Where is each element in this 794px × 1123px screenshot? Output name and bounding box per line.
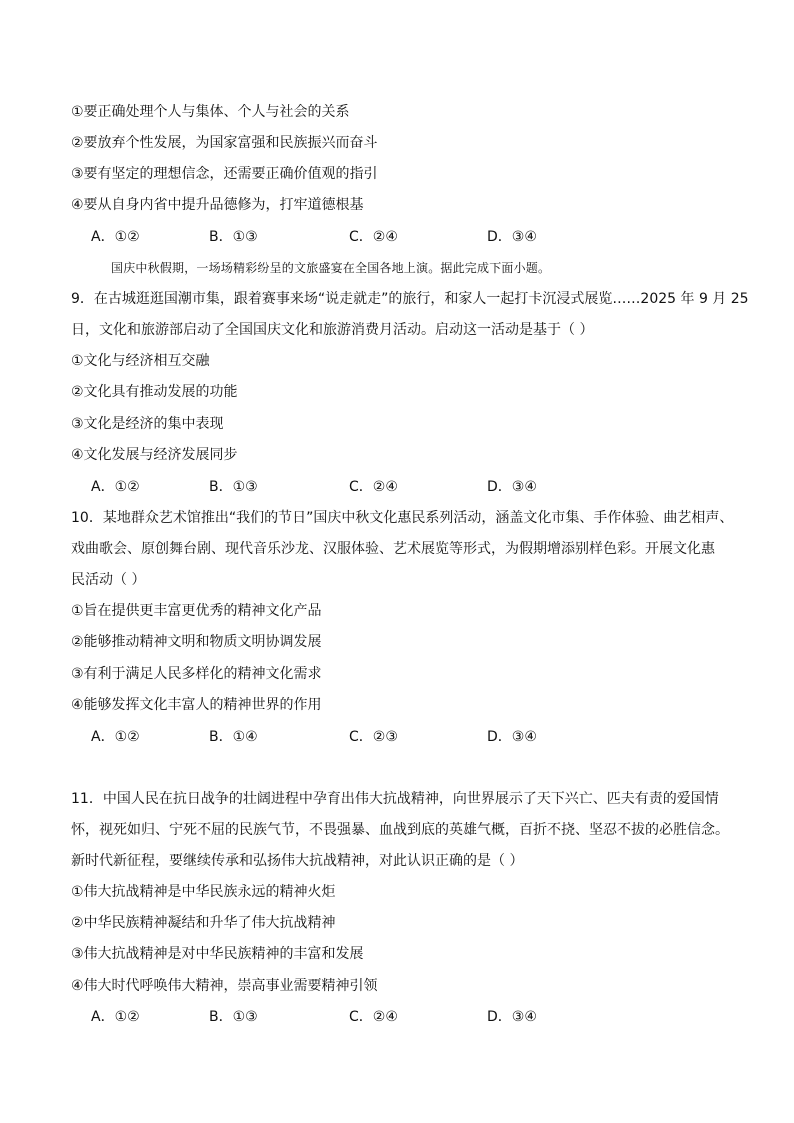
q9-option-c: C．②④ [349,479,398,495]
q10-stem-line-1: 10．某地群众艺术馆推出“我们的节日”国庆中秋文化惠民系列活动，涵盖文化市集、手作体验、曲艺相声、 [71,510,734,526]
q11-stem-line-2: 怀，视死如归、宁死不屈的民族气节，不畏强暴、血战到底的英雄气概，百折不挠、坚忍不拔的必胜信念。 [71,822,729,838]
q10-stem-line-3: 民活动（ ） [71,572,146,588]
q9-item-1: ①文化与经济相互交融 [71,353,210,369]
q10-stem-line-2: 戏曲歌会、原创舞台剧、现代音乐沙龙、汉服体验、艺术展览等形式，为假期增添别样色彩。开展文化惠 [71,541,715,557]
q9-item-3: ③文化是经济的集中表现 [71,416,224,432]
q11-option-a: A．①② [91,1009,140,1025]
q8-item-1: ①要正确处理个人与集体、个人与社会的关系 [71,104,350,120]
q11-item-3: ③伟大抗战精神是对中华民族精神的丰富和发展 [71,946,364,962]
q11-option-b: B．①③ [209,1009,258,1025]
q8-item-3: ③要有坚定的理想信念，还需要正确价值观的指引 [71,166,378,182]
q8-option-d: D．③④ [487,229,537,245]
q10-option-c: C．②③ [349,729,398,745]
q9-stem-line-1: 9．在古城逛逛国潮市集，跟着赛事来场“说走就走”的旅行，和家人一起打卡沉浸式展览……2025 年 9 月 25 [71,291,749,307]
q10-option-b: B．①④ [209,729,258,745]
q11-option-c: C．②④ [349,1009,398,1025]
q10-item-1: ①旨在提供更丰富更优秀的精神文化产品 [71,603,322,619]
q11-item-4: ④伟大时代呼唤伟大精神，崇高事业需要精神引领 [71,978,378,994]
q8-option-c: C．②④ [349,229,398,245]
q11-option-d: D．③④ [487,1009,537,1025]
q8-item-4: ④要从自身内省中提升品德修为，打牢道德根基 [71,197,364,213]
q9-stem-line-2: 日，文化和旅游部启动了全国国庆文化和旅游消费月活动。启动这一活动是基于（ ） [71,322,594,338]
q9-option-a: A．①② [91,479,140,495]
q8-option-b: B．①③ [209,229,258,245]
q9-item-2: ②文化具有推动发展的功能 [71,384,238,400]
q8-option-a: A．①② [91,229,140,245]
q11-item-1: ①伟大抗战精神是中华民族永远的精神火炬 [71,884,336,900]
q10-item-4: ④能够发挥文化丰富人的精神世界的作用 [71,697,322,713]
q10-item-3: ③有利于满足人民多样化的精神文化需求 [71,666,322,682]
q11-stem-line-3: 新时代新征程，要继续传承和弘扬伟大抗战精神，对此认识正确的是（ ） [71,853,524,869]
q11-item-2: ②中华民族精神凝结和升华了伟大抗战精神 [71,915,336,931]
q9-option-d: D．③④ [487,479,537,495]
q9-option-b: B．①③ [209,479,258,495]
material-note: 国庆中秋假期，一场场精彩纷呈的文旅盛宴在全国各地上演。据此完成下面小题。 [111,261,551,275]
q10-option-d: D．③④ [487,729,537,745]
q8-item-2: ②要放弃个性发展，为国家富强和民族振兴而奋斗 [71,135,378,151]
q10-option-a: A．①② [91,729,140,745]
q10-item-2: ②能够推动精神文明和物质文明协调发展 [71,634,322,650]
q9-item-4: ④文化发展与经济发展同步 [71,447,238,463]
q11-stem-line-1: 11．中国人民在抗日战争的壮阔进程中孕育出伟大抗战精神，向世界展示了天下兴亡、匹夫有责的爱国情 [71,791,719,807]
